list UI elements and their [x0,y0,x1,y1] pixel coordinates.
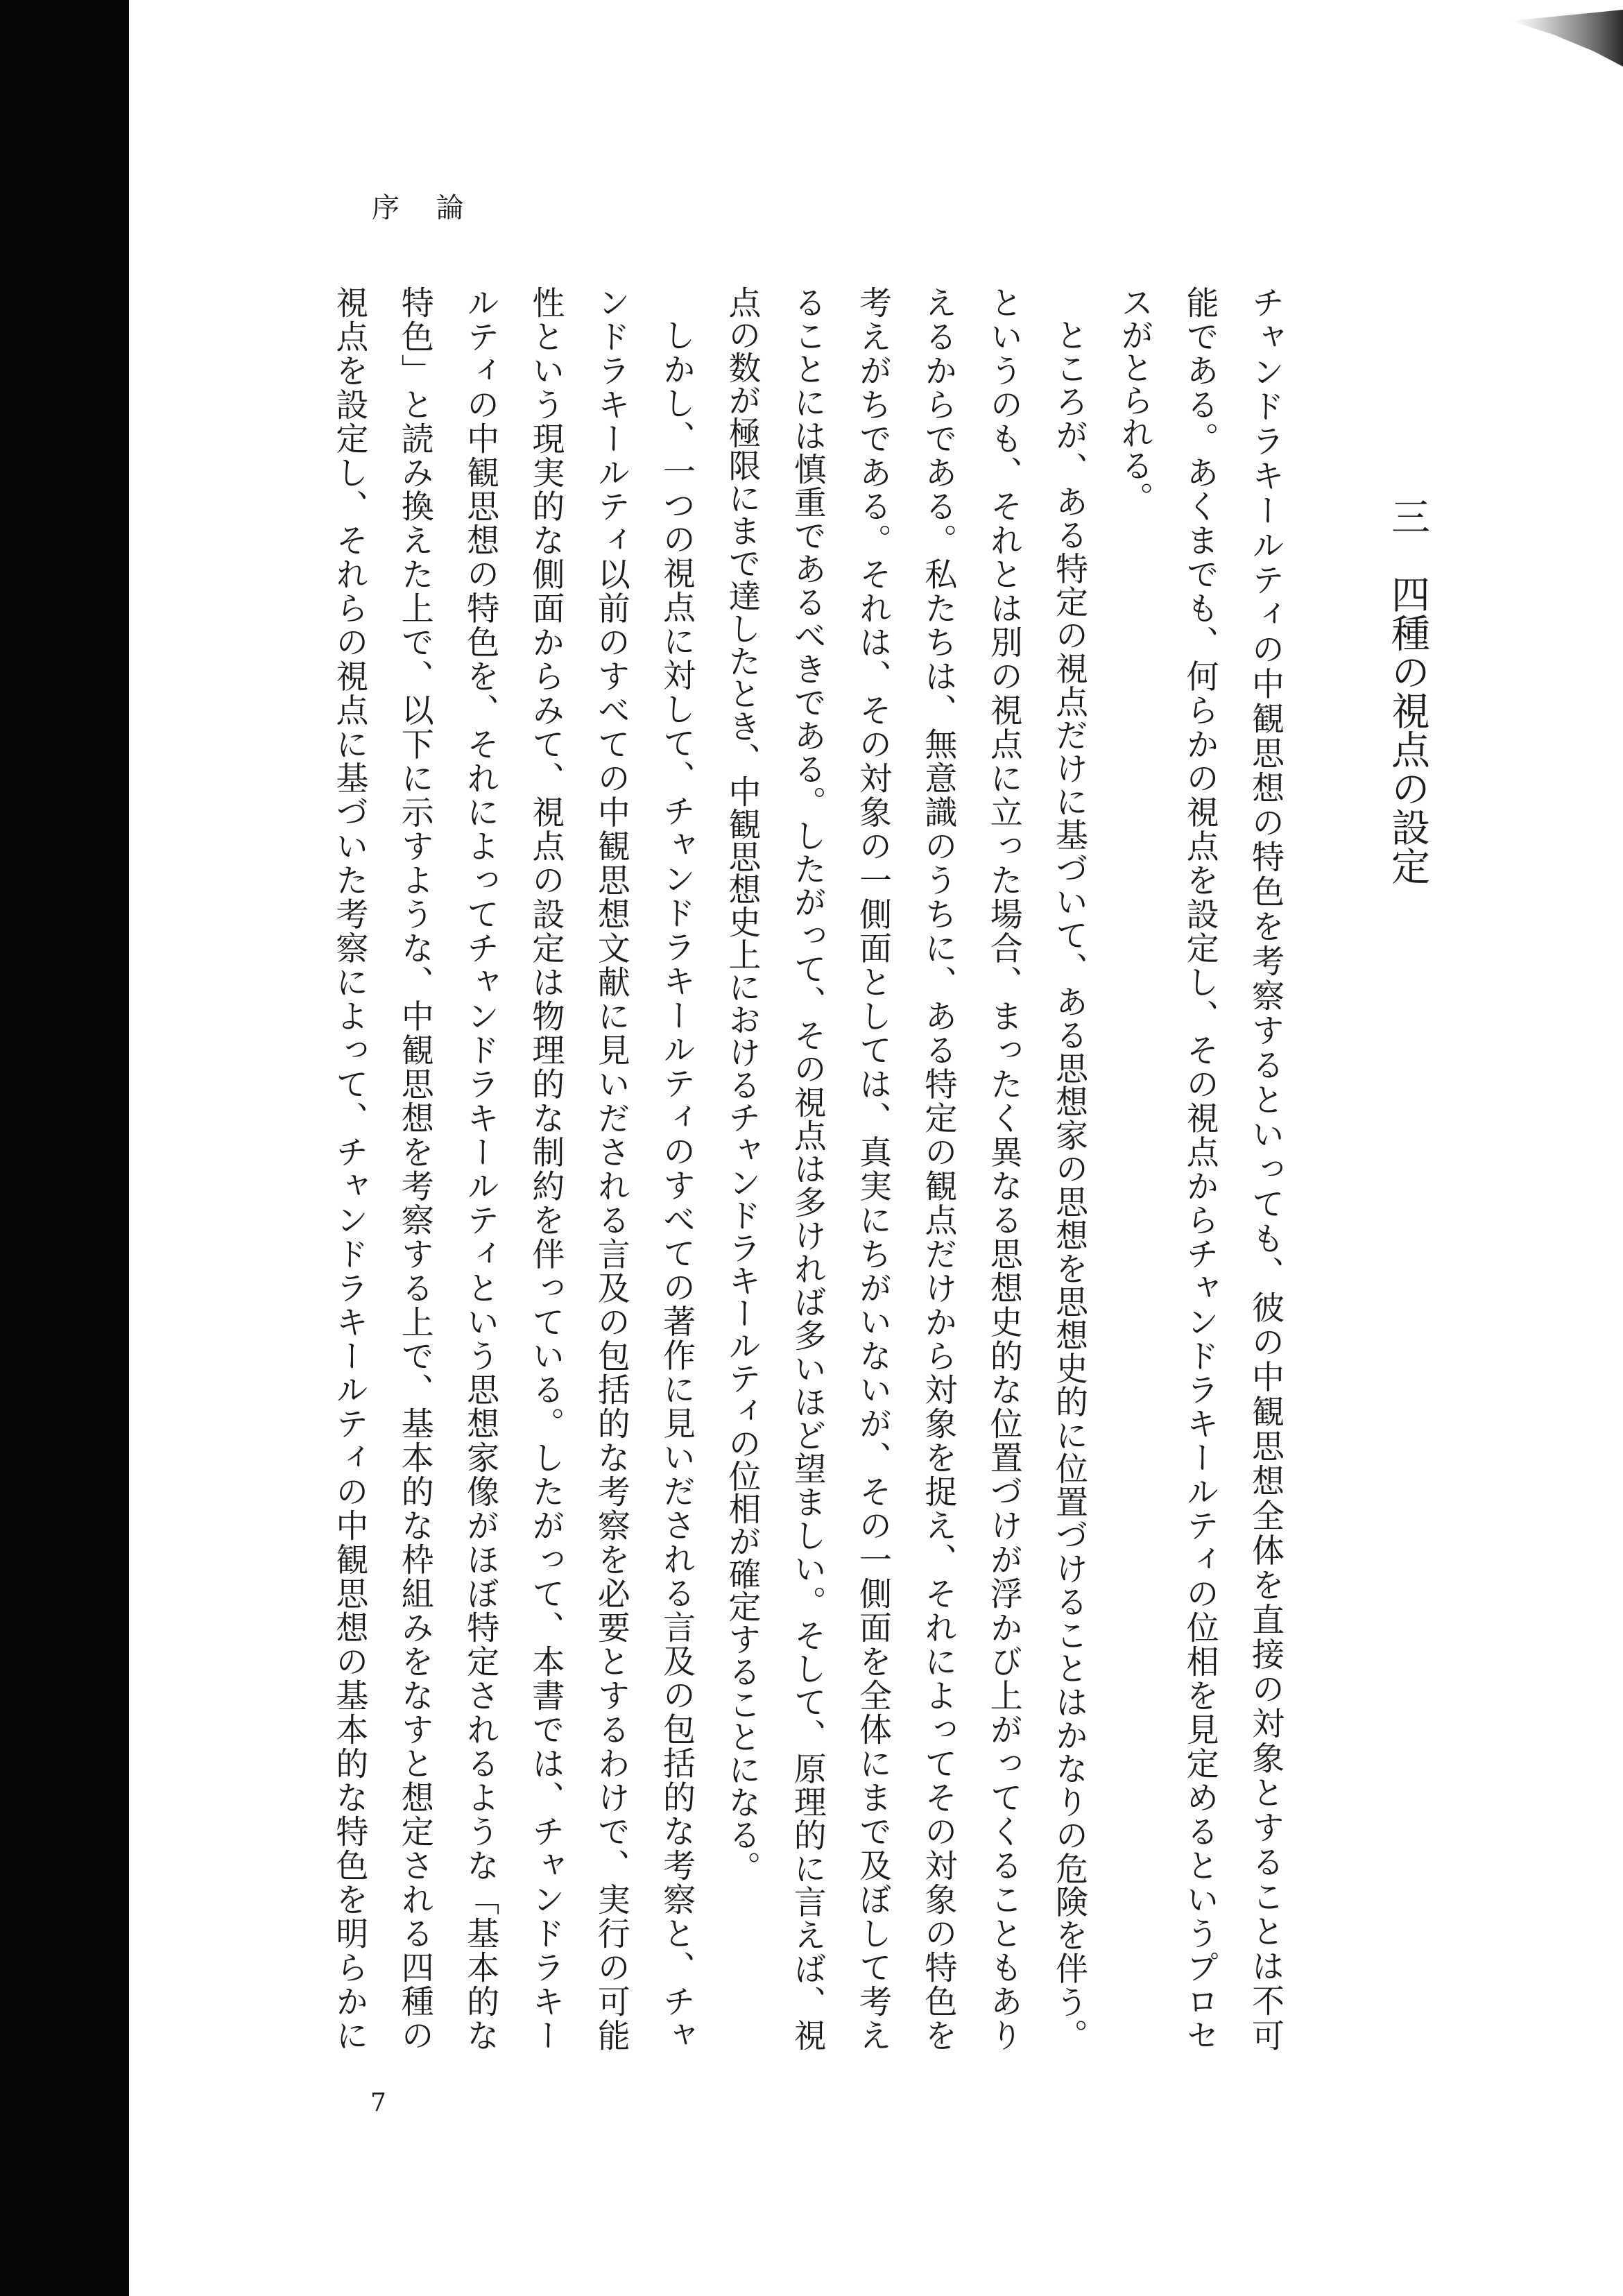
text-line: スがとられる。 [1115,286,1154,514]
section-heading [1382,497,1433,927]
section-title: 四種の視点の設定 [1385,574,1430,885]
text-line: 性という現実的な側面からみて、視点の設定は物理的な制約を伴っている。したがって、本書では、チャンドラキー [526,286,565,2051]
text-line: 点の数が極限にまで達したとき、中観思想史上におけるチャンドラキールティの位相が確定することになる。 [723,286,762,1883]
text-line: ところが、ある特定の視点だけに基づいて、ある思想家の思想を思想史的に位置づけることはかなりの危険を伴う。 [1050,318,1089,2051]
text-line: えるからである。私たちは、無意識のうちに、ある特定の観点だけから対象を捉え、それによってその対象の特色を [919,286,958,2051]
text-line: チャンドラキールティの中観思想の特色を考察するといっても、彼の中観思想全体を直接の対象とすることは不可 [1246,286,1285,2051]
text-line: ンドラキールティ以前のすべての中観思想文献に見いだされる言及の包括的な考察を必要とするわけで、実行の可能 [592,286,630,2051]
scan-shadow-wedge [1511,10,1623,67]
text-line: ることには慎重であるべきである。したがって、その視点は多ければ多いほど望ましい。そして、原理的に言えば、視 [788,286,827,2051]
text-line: 考えがちである。それは、その対象の一側面としては、真実にちがいないが、その一側面を全体にまで及ぼして考え [854,286,893,2051]
body-text [316,286,1298,2051]
section-number: 三 [1385,497,1430,536]
text-line: 視点を設定し、それらの視点に基づいた考察によって、チャンドラキールティの中観思想の基本的な特色を明らかに [330,286,369,2051]
text-line: 特色」と読み換えた上で、以下に示すような、中観思想を考察する上で、基本的な枠組みをなすと想定される四種の [395,286,434,2051]
scan-corner-shadow [1505,0,1623,76]
page-number: 7 [370,2089,386,2117]
text-line: しかし、一つの視点に対して、チャンドラキールティのすべての著作に見いだされる言及の包括的な考察と、チャ [658,318,696,2051]
text-line: 能である。あくまでも、何らかの視点を設定し、その視点からチャンドラキールティの位相を見定めるというプロセ [1180,286,1219,2051]
text-line: というのも、それとは別の視点に立った場合、まったく異なる思想史的な位置づけが浮かび上がってくることもあり [984,286,1023,2051]
scan-binding-shadow [0,0,129,2296]
text-line: ルティの中観思想の特色を、それによってチャンドラキールティという思想家像がほぼ特定されるような「基本的な [461,286,500,2051]
running-head: 序 論 [372,192,478,224]
